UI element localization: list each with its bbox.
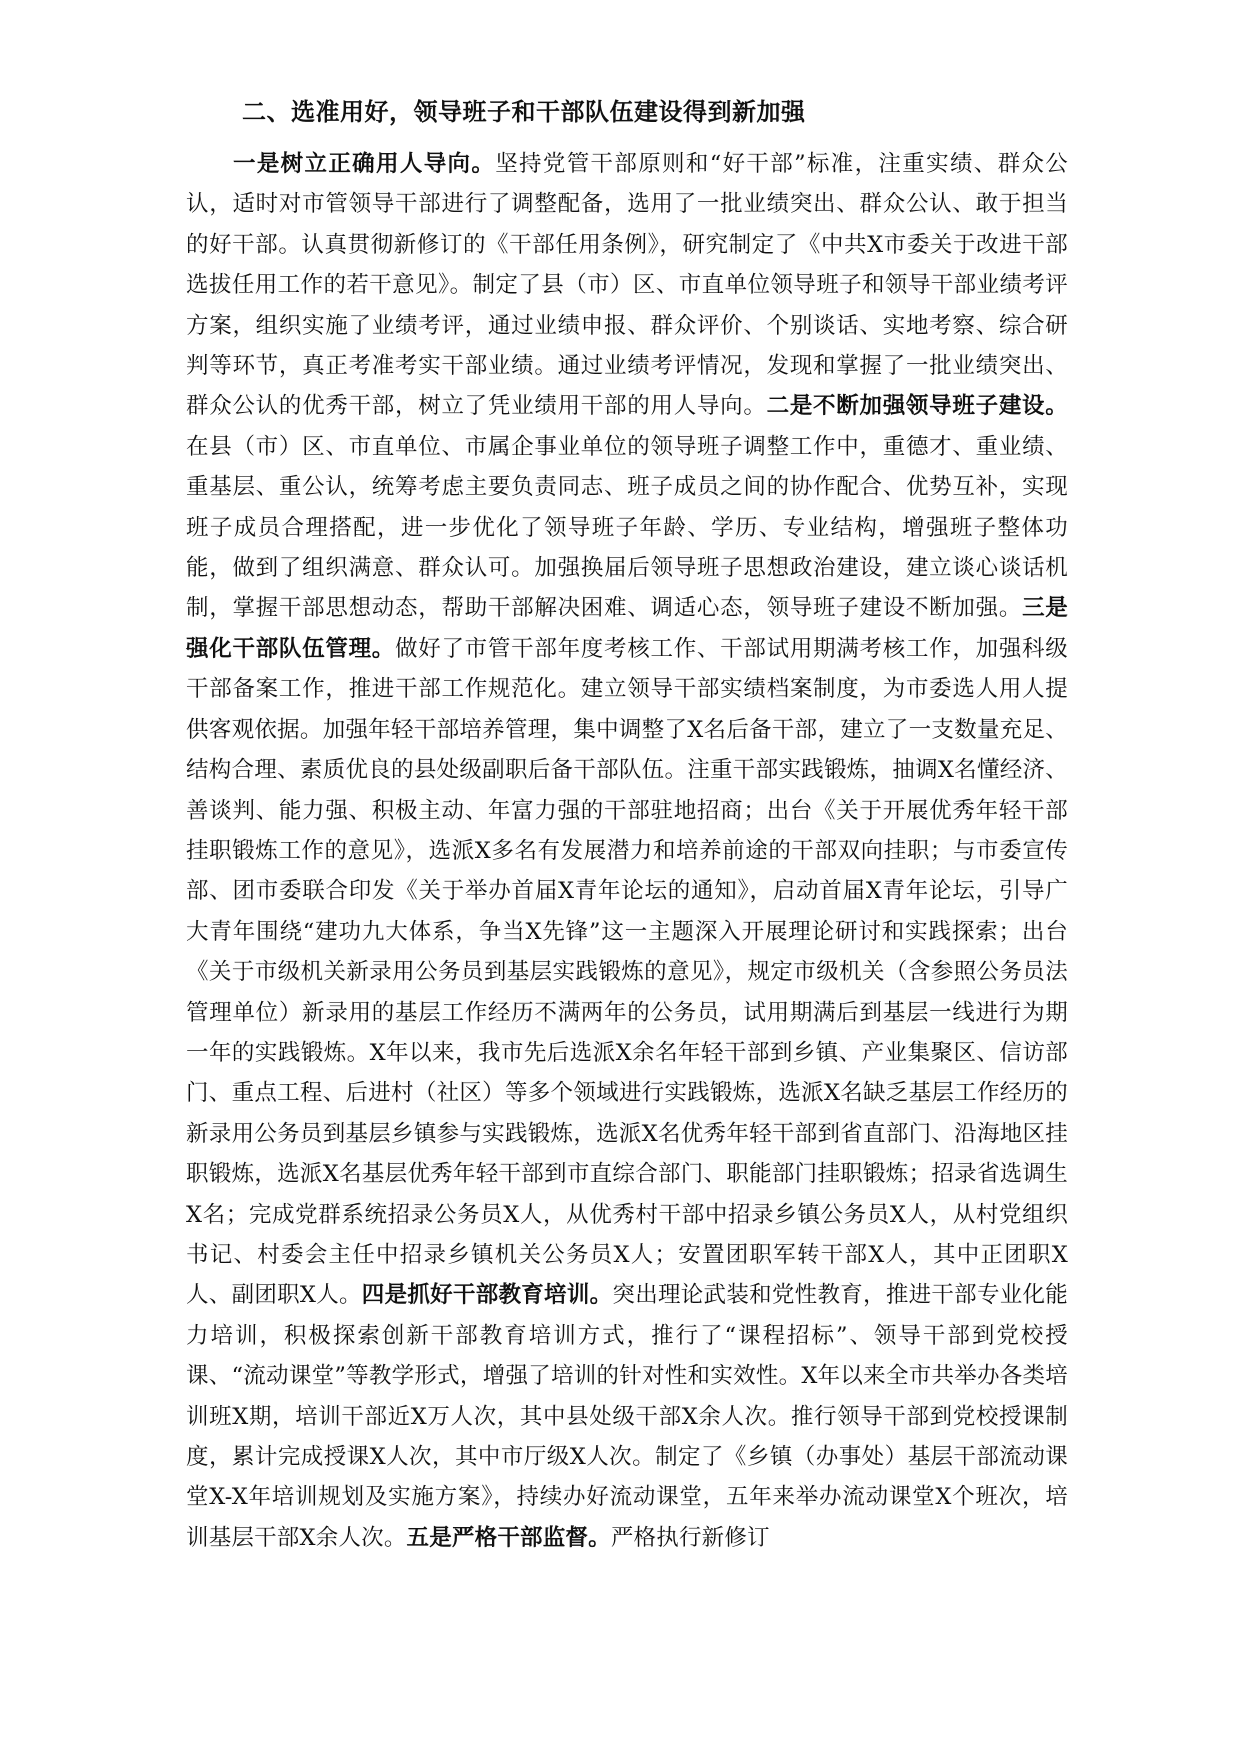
body-paragraph [186,144,1068,1558]
point-4-title: 四是抓好干部教育培训。 [361,1282,613,1309]
point-1-title: 一是树立正确用人导向。 [233,151,496,177]
point-2-title: 二是不断加强领导班子建设。 [766,393,1068,420]
point-2-text: 在县（市）区、市直单位、市属企事业单位的领导班子调整工作中，重德才、重业绩、重基层、重公认，统筹考虑主要负责同志、班子成员之间的协作配合、优势互补，实现班子成员合理搭配，进一步优化了领导班子年龄、学历、专业结构，增强班子整体功能，做到了组织满意、群众认可。加强换届后领导班子思想政治建设，建立谈心谈话机制，掌握干部思想动态，帮助干部解决困难、调适心态，领导班子建设不断加强。 [186,433,1068,622]
point-5-title: 五是严格干部监督。 [406,1524,611,1551]
section-heading: 二、选准用好，领导班子和干部队伍建设得到新加强 [242,97,806,126]
document-page [186,92,1068,1558]
point-3-text: 做好了市管干部年度考核工作、干部试用期满考核工作，加强科级干部备案工作，推进干部工作规范化。建立领导干部实绩档案制度，为市委选人用人提供客观依据。加强年轻干部培养管理，集中调整了X名后备干部，建立了一支数量充足、结构合理、素质优良的县处级副职后备干部队伍。注重干部实践锻炼，抽调X名懂经济、善谈判、能力强、积极主动、年富力强的干部驻地招商；出台《关于开展优秀年轻干部挂职锻炼工作的意见》，选派X多名有发展潜力和培养前途的干部双向挂职；与市委宣传部、团市委联合印发《关于举办首届X青年论坛的通知》，启动首届X青年论坛，引导广大青年围绕“建功九大体系，争当X先锋”这一主题深入开展理论研讨和实践探索；出台《关于市级机关新录用公务员到基层实践锻炼的意见》，规定市级机关（含参照公务员法管理单位）新录用的基层工作经历不满两年的公务员，试用期满后到基层一线进行为期一年的实践锻炼。X年以来，我市先后选派X余名年轻干部到乡镇、产业集聚区、信访部门、重点工程、后进村（社区）等多个领域进行实践锻炼，选派X名缺乏基层工作经历的新录用公务员到基层乡镇参与实践锻炼，选派X名优秀年轻干部到省直部门、沿海地区挂职锻炼，选派X名基层优秀年轻干部到市直综合部门、职能部门挂职锻炼；招录省选调生X名；完成党群系统招录公务员X人，从优秀村干部中招录乡镇公务员X人，从村党组织书记、村委会主任中招录乡镇机关公务员X人；安置团职军转干部X人，其中正团职X人、副团职X人。 [186,635,1068,1309]
point-5-text: 严格执行新修订 [610,1524,770,1551]
point-1-text: 坚持党管干部原则和“好干部”标准，注重实绩、群众公认，适时对市管领导干部进行了调整配备，选用了一批业绩突出、群众公认、敢于担当的好干部。认真贯彻新修订的《干部任用条例》，研究制定了《中共X市委关于改进干部选拔任用工作的若干意见》。制定了县（市）区、市直单位领导班子和领导干部业绩考评方案，组织实施了业绩考评，通过业绩申报、群众评价、个别谈话、实地考察、综合研判等环节，真正考准考实干部业绩。通过业绩考评情况，发现和掌握了一批业绩突出、群众公认的优秀干部，树立了凭业绩用干部的用人导向。 [186,151,1068,420]
point-3-title: 三是强化干部队伍管理。 [186,595,1069,662]
point-4-text: 突出理论武装和党性教育，推进干部专业化能力培训，积极探索创新干部教育培训方式，推行了“课程招标”、领导干部到党校授课、“流动课堂”等教学形式，增强了培训的针对性和实效性。X年以来全市共举办各类培训班X期，培训干部近X万人次，其中县处级干部X余人次。推行领导干部到党校授课制度，累计完成授课X人次，其中市厅级X人次。制定了《乡镇（办事处）基层干部流动课堂X-X年培训规划及实施方案》，持续办好流动课堂，五年来举办流动课堂X个班次，培训基层干部X余人次。 [186,1282,1069,1551]
